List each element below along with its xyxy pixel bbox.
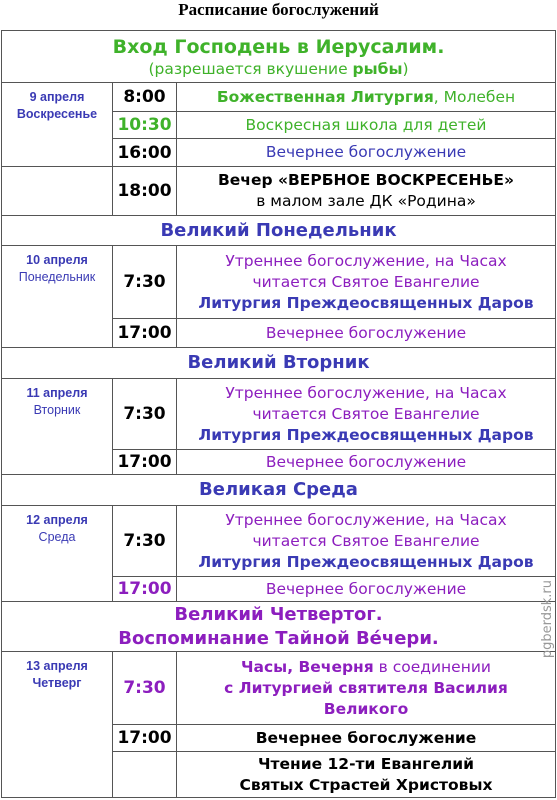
date-cell: 9 апреля Воскресенье [2,83,113,167]
event-cell: Вечернее богослужение [177,450,556,475]
section-note: (разрешается вкушение рыбы) [148,59,409,78]
event-cell: Утреннее богослужение, на Часах читается Святое Евангелие Литургия Преждеосвященных Даров [177,379,556,450]
section-heading: Великая Среда [2,475,556,506]
time-cell: 7:30 [113,652,177,725]
table-row [2,506,556,577]
time-cell: 7:30 [113,506,177,577]
time-cell: 10:30 [113,112,177,139]
date-cell: 13 апреля Четверг [2,652,113,798]
page-title: Расписание богослужений [178,0,379,19]
time-cell: 8:00 [113,83,177,112]
date-cell: 10 апреля Понедельник [2,246,113,348]
section-heading: Великий Вторник [2,348,556,379]
schedule-table [1,30,556,798]
time-cell: 18:00 [113,167,177,216]
time-cell: 16:00 [113,139,177,167]
section-thursday [2,602,556,652]
table-row [2,652,556,725]
event-cell: Чтение 12-ти Евангелий Святых Страстей Христовых [177,752,556,798]
event-cell: Утреннее богослужение, на Часах читается Святое Евангелие Литургия Преждеосвященных Даров [177,246,556,319]
table-row [2,83,556,112]
event-cell: Вечернее богослужение [177,319,556,348]
event-cell: Вечернее богослужение [177,577,556,602]
table-row [2,246,556,319]
section-heading: Великий Четвертог. Воспоминание Тайной Ве́чери. [2,602,556,652]
event-cell: Вечер «ВЕРБНОЕ ВОСКРЕСЕНЬЕ» в малом зале ДК «Родина» [177,167,556,216]
date-cell: 11 апреля Вторник [2,379,113,475]
section-wednesday [2,475,556,506]
time-cell: 17:00 [113,450,177,475]
table-row [2,379,556,450]
event-cell: Божественная Литургия, Молебен [177,83,556,112]
watermark: pgberdsk.ru [540,580,555,659]
event-cell: Часы, Вечерня в соединении с Литургией святителя Василия Великого [177,652,556,725]
time-cell: 7:30 [113,379,177,450]
time-cell: 17:00 [113,725,177,752]
section-heading: Великий Понедельник [2,216,556,246]
event-cell: Вечернее богослужение [177,725,556,752]
event-cell: Утреннее богослужение, на Часах читается Святое Евангелие Литургия Преждеосвященных Даров [177,506,556,577]
section-heading: Вход Господень в Иерусалим. [112,35,445,58]
event-cell: Вечернее богослужение [177,139,556,167]
time-cell: 7:30 [113,246,177,319]
table-row [2,167,556,216]
date-cell: 12 апреля Среда [2,506,113,602]
time-cell: 17:00 [113,319,177,348]
section-tuesday [2,348,556,379]
section-monday [2,216,556,246]
time-cell: 17:00 [113,577,177,602]
section-palm-sunday [2,31,556,83]
event-cell: Воскресная школа для детей [177,112,556,139]
